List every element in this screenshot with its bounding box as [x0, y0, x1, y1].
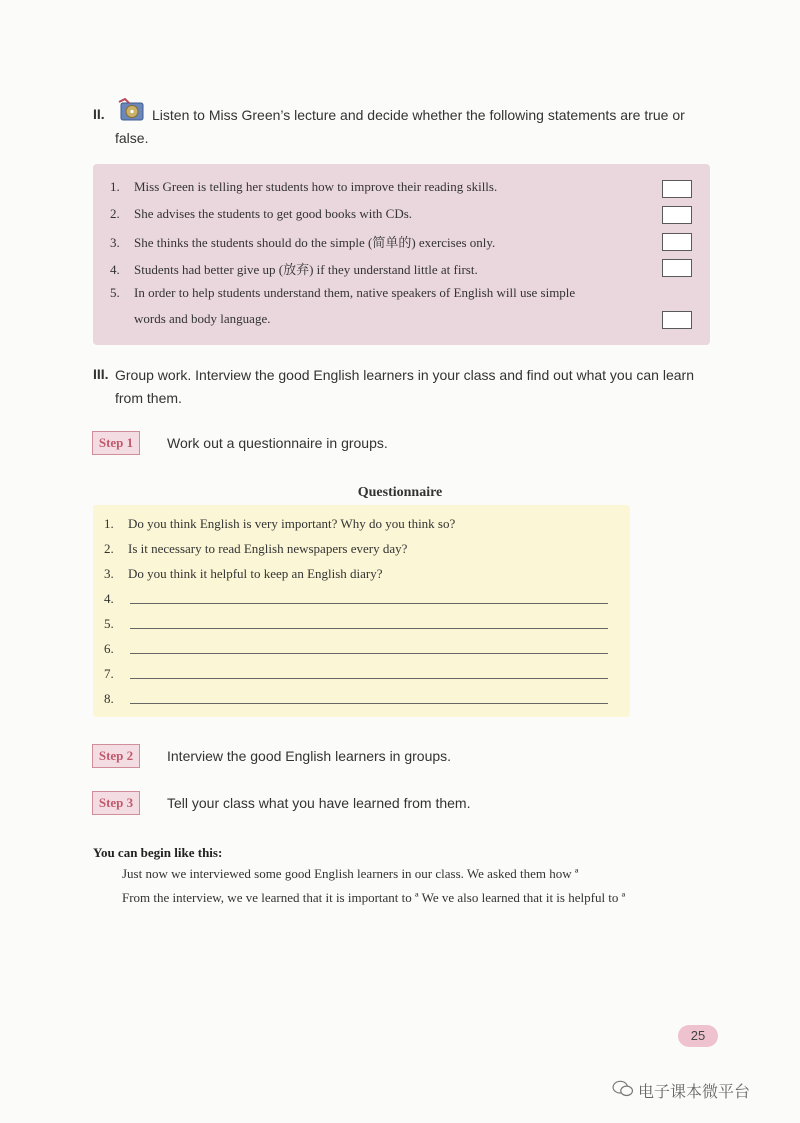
statement-number: 2. — [110, 206, 120, 221]
begin-line-1: Just now we interviewed some good English learners in our class. We asked them how ª — [122, 866, 579, 881]
questionnaire-panel — [93, 505, 630, 717]
watermark: 电子课本微平台 — [638, 1084, 751, 1101]
question-text: Is it necessary to read English newspapers every day? — [128, 541, 408, 556]
answer-line-7[interactable] — [130, 678, 608, 679]
statement-row — [110, 206, 650, 222]
answer-box-3[interactable] — [662, 233, 692, 251]
statement-text: She thinks the students should do the simple (简单的) exercises only. — [134, 235, 496, 250]
statement-number: 5. — [110, 285, 120, 300]
answer-line-4[interactable] — [130, 603, 608, 604]
question-number: 1. — [104, 516, 114, 531]
question-number: 7. — [104, 666, 114, 681]
answer-box-5[interactable] — [662, 311, 692, 329]
statement-text: In order to help students understand them, native speakers of English will use simple — [134, 285, 576, 300]
section-2-number: II. — [93, 106, 105, 122]
statement-text: Students had better give up (放弃) if they understand little at first. — [134, 262, 478, 277]
step-3-text: Tell your class what you have learned from them. — [167, 795, 471, 811]
answer-box-1[interactable] — [662, 180, 692, 198]
answer-box-2[interactable] — [662, 206, 692, 224]
question-row — [104, 566, 383, 582]
question-number: 5. — [104, 616, 114, 631]
answer-line-8[interactable] — [130, 703, 608, 704]
statement-row — [110, 232, 650, 251]
step-1-text: Work out a questionnaire in groups. — [167, 435, 388, 451]
question-row — [104, 541, 407, 557]
answer-box-4[interactable] — [662, 259, 692, 277]
page-number: 25 — [678, 1025, 718, 1047]
question-number: 2. — [104, 541, 114, 556]
question-text: Do you think it helpful to keep an English diary? — [128, 566, 383, 581]
questionnaire-title: Questionnaire — [357, 485, 443, 500]
section-3-number: III. — [93, 366, 109, 382]
section-2-instruction: Listen to Miss Green’s lecture and decide whether the following statements are true or false. — [115, 107, 685, 146]
begin-line-2: From the interview, we ve learned that it is important to ª We ve also learned that it is helpful to ª — [122, 890, 626, 905]
step-2-badge: Step 2 — [92, 744, 140, 768]
question-text: Do you think English is very important? Why do you think so? — [128, 516, 456, 531]
answer-line-5[interactable] — [130, 628, 608, 629]
wechat-icon — [612, 1080, 634, 1098]
question-number: 3. — [104, 566, 114, 581]
step-1-badge: Step 1 — [92, 431, 140, 455]
statement-row — [110, 179, 650, 195]
statement-text: Miss Green is telling her students how to improve their reading skills. — [134, 179, 498, 194]
step-3-badge: Step 3 — [92, 791, 140, 815]
question-row — [104, 516, 455, 532]
question-number: 8. — [104, 691, 114, 706]
question-number: 6. — [104, 641, 114, 656]
statement-text-continued: words and body language. — [134, 311, 271, 326]
answer-line-6[interactable] — [130, 653, 608, 654]
question-number: 4. — [104, 591, 114, 606]
statement-row — [110, 285, 655, 301]
step-2-text: Interview the good English learners in groups. — [167, 748, 452, 764]
statement-number: 3. — [110, 235, 120, 250]
statement-number: 1. — [110, 179, 120, 194]
statement-text: She advises the students to get good books with CDs. — [134, 206, 413, 221]
statement-number: 4. — [110, 262, 120, 277]
begin-heading: You can begin like this: — [93, 845, 223, 860]
section-3-instruction: Group work. Interview the good English learners in your class and find out what you can learn from them. — [115, 367, 694, 406]
statement-row — [110, 259, 650, 278]
